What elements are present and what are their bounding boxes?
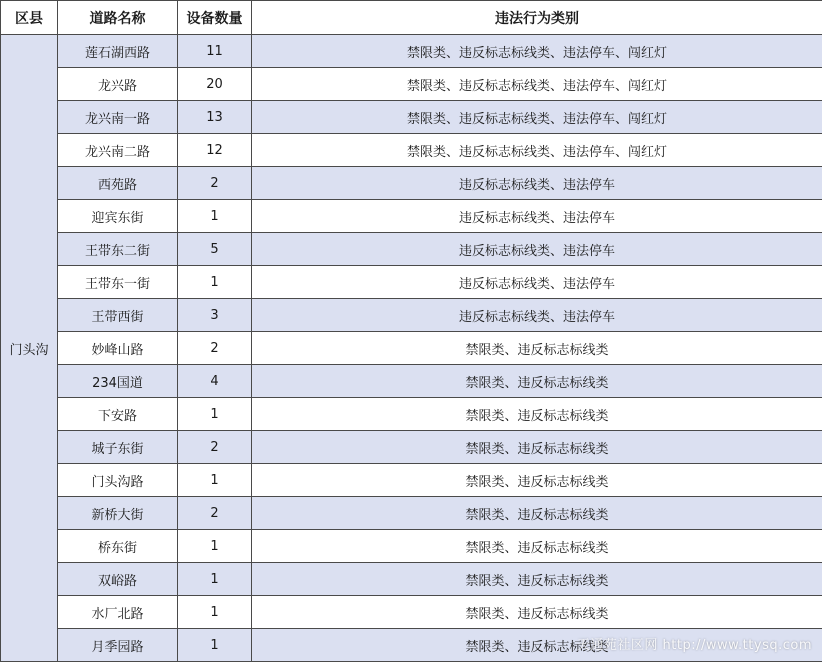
road-name-cell: 门头沟路: [58, 464, 178, 497]
violation-types-cell: 禁限类、违反标志标线类: [252, 563, 822, 596]
header-violation-types: 违法行为类别: [252, 1, 822, 35]
device-count-cell: 20: [178, 68, 252, 101]
violation-types-cell: 禁限类、违反标志标线类、违法停车、闯红灯: [252, 101, 822, 134]
header-district: 区县: [1, 1, 58, 35]
violation-types-cell: 禁限类、违反标志标线类: [252, 596, 822, 629]
site-watermark: 天通苑社区网 http://www.ttysq.com: [577, 634, 812, 653]
table-row: [1, 200, 822, 233]
device-count-cell: 1: [178, 398, 252, 431]
road-name-cell: 王带东一街: [58, 266, 178, 299]
table-row: [1, 398, 822, 431]
violation-types-cell: 禁限类、违反标志标线类、违法停车、闯红灯: [252, 134, 822, 167]
violation-types-cell: 违反标志标线类、违法停车: [252, 200, 822, 233]
header-road-name: 道路名称: [58, 1, 178, 35]
device-count-cell: 2: [178, 497, 252, 530]
violation-types-cell: 禁限类、违反标志标线类、违法停车、闯红灯: [252, 35, 822, 68]
device-count-cell: 1: [178, 629, 252, 662]
device-count-cell: 1: [178, 266, 252, 299]
violation-types-cell: 禁限类、违反标志标线类: [252, 497, 822, 530]
violation-types-cell: 违反标志标线类、违法停车: [252, 299, 822, 332]
violation-types-cell: 违反标志标线类、违法停车: [252, 233, 822, 266]
device-count-cell: 2: [178, 332, 252, 365]
road-name-cell: 龙兴南二路: [58, 134, 178, 167]
road-name-cell: 城子东街: [58, 431, 178, 464]
road-name-cell: 月季园路: [58, 629, 178, 662]
violation-types-cell: 禁限类、违反标志标线类: [252, 332, 822, 365]
table-row: [1, 497, 822, 530]
device-count-cell: 12: [178, 134, 252, 167]
road-name-cell: 西苑路: [58, 167, 178, 200]
road-name-cell: 234国道: [58, 365, 178, 398]
header-device-count: 设备数量: [178, 1, 252, 35]
device-count-cell: 1: [178, 596, 252, 629]
road-name-cell: 桥东街: [58, 530, 178, 563]
device-count-cell: 1: [178, 530, 252, 563]
table-row: [1, 101, 822, 134]
table-row: [1, 332, 822, 365]
table-row: [1, 35, 822, 68]
table-row: [1, 596, 822, 629]
road-name-cell: 新桥大街: [58, 497, 178, 530]
table-row: [1, 134, 822, 167]
road-name-cell: 王带西街: [58, 299, 178, 332]
violation-types-cell: 禁限类、违反标志标线类: [252, 431, 822, 464]
table-row: [1, 167, 822, 200]
table-row: [1, 530, 822, 563]
device-count-cell: 5: [178, 233, 252, 266]
device-count-cell: 13: [178, 101, 252, 134]
violation-types-cell: 禁限类、违反标志标线类: [252, 530, 822, 563]
road-name-cell: 龙兴南一路: [58, 101, 178, 134]
device-count-cell: 2: [178, 167, 252, 200]
violation-types-cell: 禁限类、违反标志标线类: [252, 398, 822, 431]
road-name-cell: 下安路: [58, 398, 178, 431]
violation-types-cell: 违反标志标线类、违法停车: [252, 167, 822, 200]
violation-types-cell: 禁限类、违反标志标线类: [252, 629, 822, 662]
violation-types-cell: 禁限类、违反标志标线类: [252, 365, 822, 398]
road-name-cell: 龙兴路: [58, 68, 178, 101]
device-count-cell: 2: [178, 431, 252, 464]
road-name-cell: 王带东二街: [58, 233, 178, 266]
road-name-cell: 双峪路: [58, 563, 178, 596]
device-count-cell: 1: [178, 563, 252, 596]
table-row: [1, 464, 822, 497]
device-count-cell: 11: [178, 35, 252, 68]
device-count-cell: 1: [178, 464, 252, 497]
table-body: [1, 35, 822, 662]
device-count-cell: 1: [178, 200, 252, 233]
table-header-row: [1, 1, 822, 35]
table-row: [1, 365, 822, 398]
table-row: [1, 299, 822, 332]
road-name-cell: 莲石湖西路: [58, 35, 178, 68]
district-cell: 门头沟: [1, 35, 58, 662]
violation-types-cell: 禁限类、违反标志标线类: [252, 464, 822, 497]
violation-types-cell: 禁限类、违反标志标线类、违法停车、闯红灯: [252, 68, 822, 101]
table-row: [1, 233, 822, 266]
device-count-cell: 3: [178, 299, 252, 332]
road-name-cell: 迎宾东街: [58, 200, 178, 233]
table-row: [1, 563, 822, 596]
table-row: [1, 68, 822, 101]
device-count-cell: 4: [178, 365, 252, 398]
violation-types-cell: 违反标志标线类、违法停车: [252, 266, 822, 299]
table-row: [1, 431, 822, 464]
road-name-cell: 水厂北路: [58, 596, 178, 629]
road-name-cell: 妙峰山路: [58, 332, 178, 365]
table-row: [1, 266, 822, 299]
